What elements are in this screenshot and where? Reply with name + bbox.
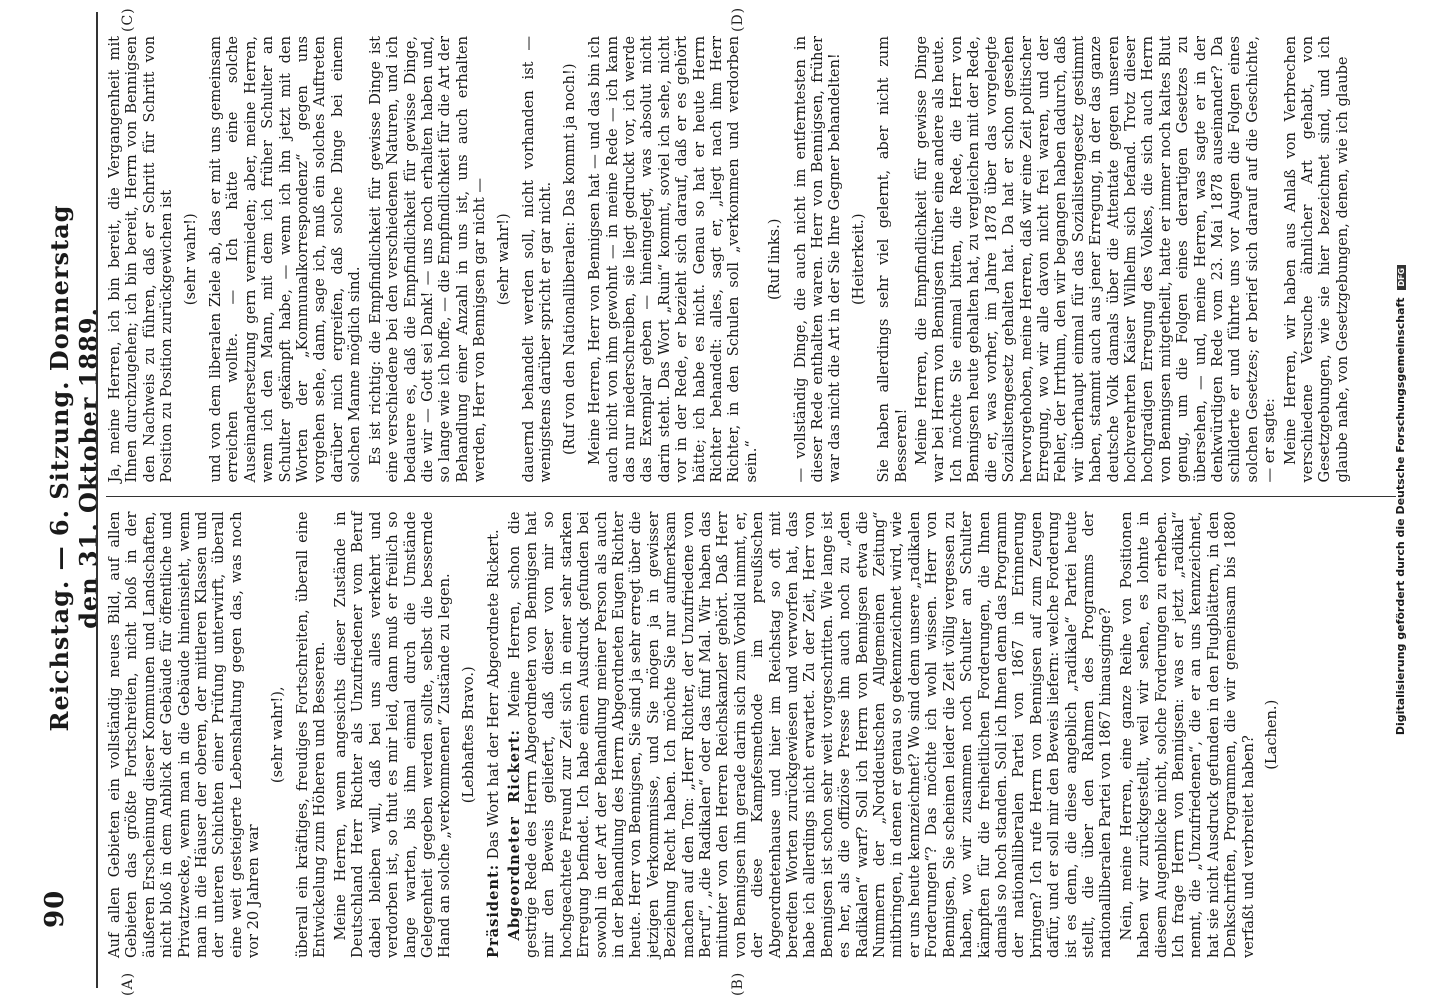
paragraph: Nein, meine Herren, eine ganze Reihe von Positionen haben wir zurückgestellt, weil wir sehen, es lohnte in diesem Augenblicke nicht, solche Forderungen zu erheben. Ich frage Herrn von Bennigsen: was er jetzt „radikal“ nennt, die „Unzufriedenen“, die er an uns kennzeichnet, hat sie nicht Ausdruck gefunden in den Flugblättern, in den Denkschriften, Programmen, die wir gemeinsam bis 1880 verfaßt und verbreitet haben? [1117,511,1257,958]
interjection: (sehr wahr!) [181,213,199,306]
paragraph: dauernd behandelt werden soll, nicht vorhanden ist — wenigstens darüber spricht er gar nicht. [519,36,555,483]
paragraph: Meine Herren, wenn angesichts dieser Zustände in Deutschland Herr Richter als Unzufriedener vom Beruf dabei bleiben will, daß bei uns alles verkehrt und verdorben ist, so thut es mir leid, dann muß er freilich so lange warten, bis ihm einmal durch die Umstände Gelegenheit gegeben werden sollte, selbst die bessernde Hand an solche „verkommenen“ Zustände zu legen. [331,511,454,958]
credit-text: Digitalisierung gefördert durch die Deutsche Forschungsgemeinschaft [1394,297,1407,736]
dfg-logo: DFG [1397,265,1406,290]
column-right [106,22,1396,497]
interjection: (sehr wahr!), [268,686,286,784]
paragraph-text: Das Wort hat der Herr Abgeordnete Rickert. [485,529,503,864]
paragraph: und von dem liberalen Ziele ab, das er mit uns gemeinsam erreichen wollte. — Ich hätte eine solche Auseinandersetzung gern vermieden; aber, meine Herren, wenn ich den Mann, mit dem ich früher Schulter an Schulter gekämpft habe, — wenn ich ihn jetzt mit den Worten der „Kommunalkorrespondenz“ gegen uns vorgehen sehe, dann, sage ich, muß ein solches Auftreten darüber mich ergreifen, daß solche Dinge bei einem solchen Manne möglich sind. [207,36,364,483]
interjection: (Lebhaftes Bravo.) [459,666,477,804]
column-divider [106,497,1396,498]
speaker-name: Abgeordneter Rickert: [505,729,523,941]
paragraph: Ja, meine Herren, ich bin bereit, die Vergangenheit mit Ihnen durchzugehen; ich bin bereit, Herrn von Bennigsen den Nachweis zu führen, daß er Schritt für Schritt von Position zu Position zurückgewichen ist [106,36,176,483]
interjection: (Heiterkeit.) [849,213,867,306]
digitization-credit [1394,30,1407,970]
interjection: (Ruf von den Nationalliberalen: Das kommt ja noch!) [560,63,578,456]
interjection: (sehr wahr!) [494,213,512,306]
column-left [106,498,1396,973]
paragraph-text: Meine Herren, schon die gestrige Rede des Herrn Abgeordneten von Bennigsen hat mir den Beweis geliefert, daß dieser von mir so hochgeachtete Freund zur Zeit sich in einer sehr starken Erregung befindet. Ich habe einen Ausdruck gefunden bei sowohl in der Art der Behandlung meiner Person als auch in der Behandlung des Herrn Abgeordneten Eugen Richter heute. Herr von Bennigsen, Sie sind ja sehr erregt über die jetzigen Verkommnisse, und Sie mögen ja in gewisser Beziehung Recht haben. Ich möchte Sie nur aufmerksam machen auf den Ton: „Herr Richter, der Unzufriedene von Beruf“, „die Radikalen“ oder das fünf Mal. Wir haben das mitunter von den Herren Reichskanzler gehört. Daß Herr von Bennigsen ihn gerade darin sich zum Vorbild nimmt, er, der diese Kampfesmethode im preußischen Abgeordnetenhause und hier im Reichstag so oft mit beredten Worten zurückgewiesen und verworfen hat, das habe ich allerdings nicht erwartet. Zu der Zeit, Herr von Bennigsen ist schon sehr weit vorgeschritten. Wie lange ist es her, als die offiziöse Presse ihn auch noch zu „den Radikalen“ warf? Soll ich Herrn von Bennigsen etwa die Nummern der „Norddeutschen Allgemeinen Zeitung“ mitbringen, in denen er genau so gekennzeichnet wird, wie er uns heute kennzeichnet? Wo sind denn unsere „radikalen Forderungen“? Das möchte ich wohl wissen. Herr von Bennigsen, Sie scheinen leider die Zeit völlig vergessen zu haben, wo wir zusammen noch Schulter an Schulter kämpften für die freiheitlichen Forderungen, die Ihnen damals so hoch standen. Soll ich Ihnen denn das Programm der nationalliberalen Partei von 1867 in Erinnerung bringen? Ich rufe Herrn von Bennigsen auf zum Zeugen dafür, und er soll mir den Beweis liefern: welche Forderung ist es denn, die diese angeblich „radikale“ Partei heute stellt, die über den Rahmen des Programms der nationalliberalen Partei von 1867 hinausginge? [505,511,1115,958]
paragraph: Meine Herren, die Empfindlichkeit für gewisse Dinge war bei Herrn von Bennigsen früher eine andere als heute. Ich möchte Sie einmal bitten, die Rede, die Herr von Bennigsen heute gehalten hat, zu vergleichen mit der Rede, die er, was vorher, im Jahre 1878 über das vorgelegte Sozialistengesetz gehalten hat. Da hat er schon gesehen hervorgehoben, meine Herren, daß wir eine Zeit politischer Erregung, wo wir alle davon nicht frei waren, und der Fehler, der Irrthum, den wir begangen haben dadurch, daß wir überhaupt einmal für das Sozialistengesetz gestimmt haben, stammt auch aus jener Erregung, in der das ganze deutsche Volk damals über die Attentate gegen unseren hochverehrten Kaiser Wilhelm sich befand. Trotz dieser hochgradigen Erregung des Volkes, die sich auch Herrn von Bennigsen mitgetheilt, hatte er immer noch kaltes Blut genug, um die Folgen eines derartigen Gesetzes zu übersehen, — und, meine Herren, was sagte er in der denkwürdigen Rede vom 23. Mai 1878 auseinander? Da schilderte er und führte uns vor Augen die Folgen eines solchen Gesetzes; er berief sich darauf auf die Geschichte, — er sagte: [913,36,1279,483]
page-header [0,12,110,988]
margin-mark-a: (A) [120,971,136,996]
paragraph [485,512,502,959]
paragraph: Auf allen Gebieten ein vollständig neues Bild, auf allen Gebieten das größte Fortschreiten, nicht bloß in der äußeren Erscheinung dieser Kommunen und Landschaften, nicht bloß in dem Anblick der Gebäude für öffentliche und Privatzwecke, wenn man in die Gebäude hineinsieht, wenn man in die Häuser der oberen, der mittleren Klassen und der unteren Schichten einer Prüfung unterwirft, überall eine weit gesteigerte Lebenshaltung gegen das, was noch vor 20 Jahren war [106,511,263,958]
margin-mark-c: (C) [120,7,136,32]
paragraph: Sie haben allerdings sehr viel gelernt, aber nicht zum Besseren! [875,36,910,483]
speaker-name: Präsident: [485,863,503,958]
paragraph: Meine Herren, wir haben aus Anlaß von Verbrechen verschiedene Versuche ähnlicher Art gehabt, von Gesetzgebungen, wie sie hier bezeichnet sind, und ich glaube nahe, von Gesetzgebungen, denen, wie ich glaube [1281,36,1351,483]
interjection: (Lachen.) [1263,699,1280,770]
header-rule [96,12,98,988]
text-columns [106,22,1396,972]
paragraph: Meine Herren, Herr von Bennigsen hat — und das bin ich auch nicht von ihm gewohnt — in meine Rede — ich kann das nur niederschreiben, sie liegt gedruckt vor, ich werde das Exemplar geben — hineingelegt, was absolut nicht darin steht. Das Wort „Ruin“ kommt, soviel ich sehe, nicht vor in der Rede, er bezieht sich darauf, daß er es gehört hätte; ich habe es nicht. Genau so hat er heute Herrn Richter behandelt: alles, sagt er, „liegt nach ihm Herr Richter, in den Schulen soll „verkommen und verdorben sein.“ [586,36,760,483]
paragraph: überall ein kräftiges, freudiges Fortschreiten, überall eine Entwickelung zum Höheren und Besseren. [294,511,329,958]
margin-mark-b: (B) [730,971,746,996]
interjection: (Ruf links.) [766,218,784,301]
page-number: 90 [40,889,70,928]
running-head: Reichstag. — 6. Sitzung. Donnerstag den 31. Oktober 1889. [45,204,103,732]
paragraph: Es ist richtig: die Empfindlichkeit für gewisse Dinge ist eine verschiedene bei den verschiedenen Naturen, und ich bedauere es, daß die Empfindlichkeit für gewisse Dinge, die wir — Gott sei Dank! — uns noch erhalten haben und, so lange wie ich hoffe, — die Empfindlichkeit für die Art der Behandlung einer Anzahl in uns ist, uns auch erhalten werden, Herr von Bennigsen gar nicht — [366,36,489,483]
paragraph [506,512,1115,959]
margin-mark-d: (D) [730,6,746,32]
paragraph: — vollständig Dinge, die auch nicht im entferntesten in dieser Rede enthalten waren. Herr von Bennigsen, früher war das nicht die Art in der Sie Ihre Gegner behandelten! [791,36,844,483]
